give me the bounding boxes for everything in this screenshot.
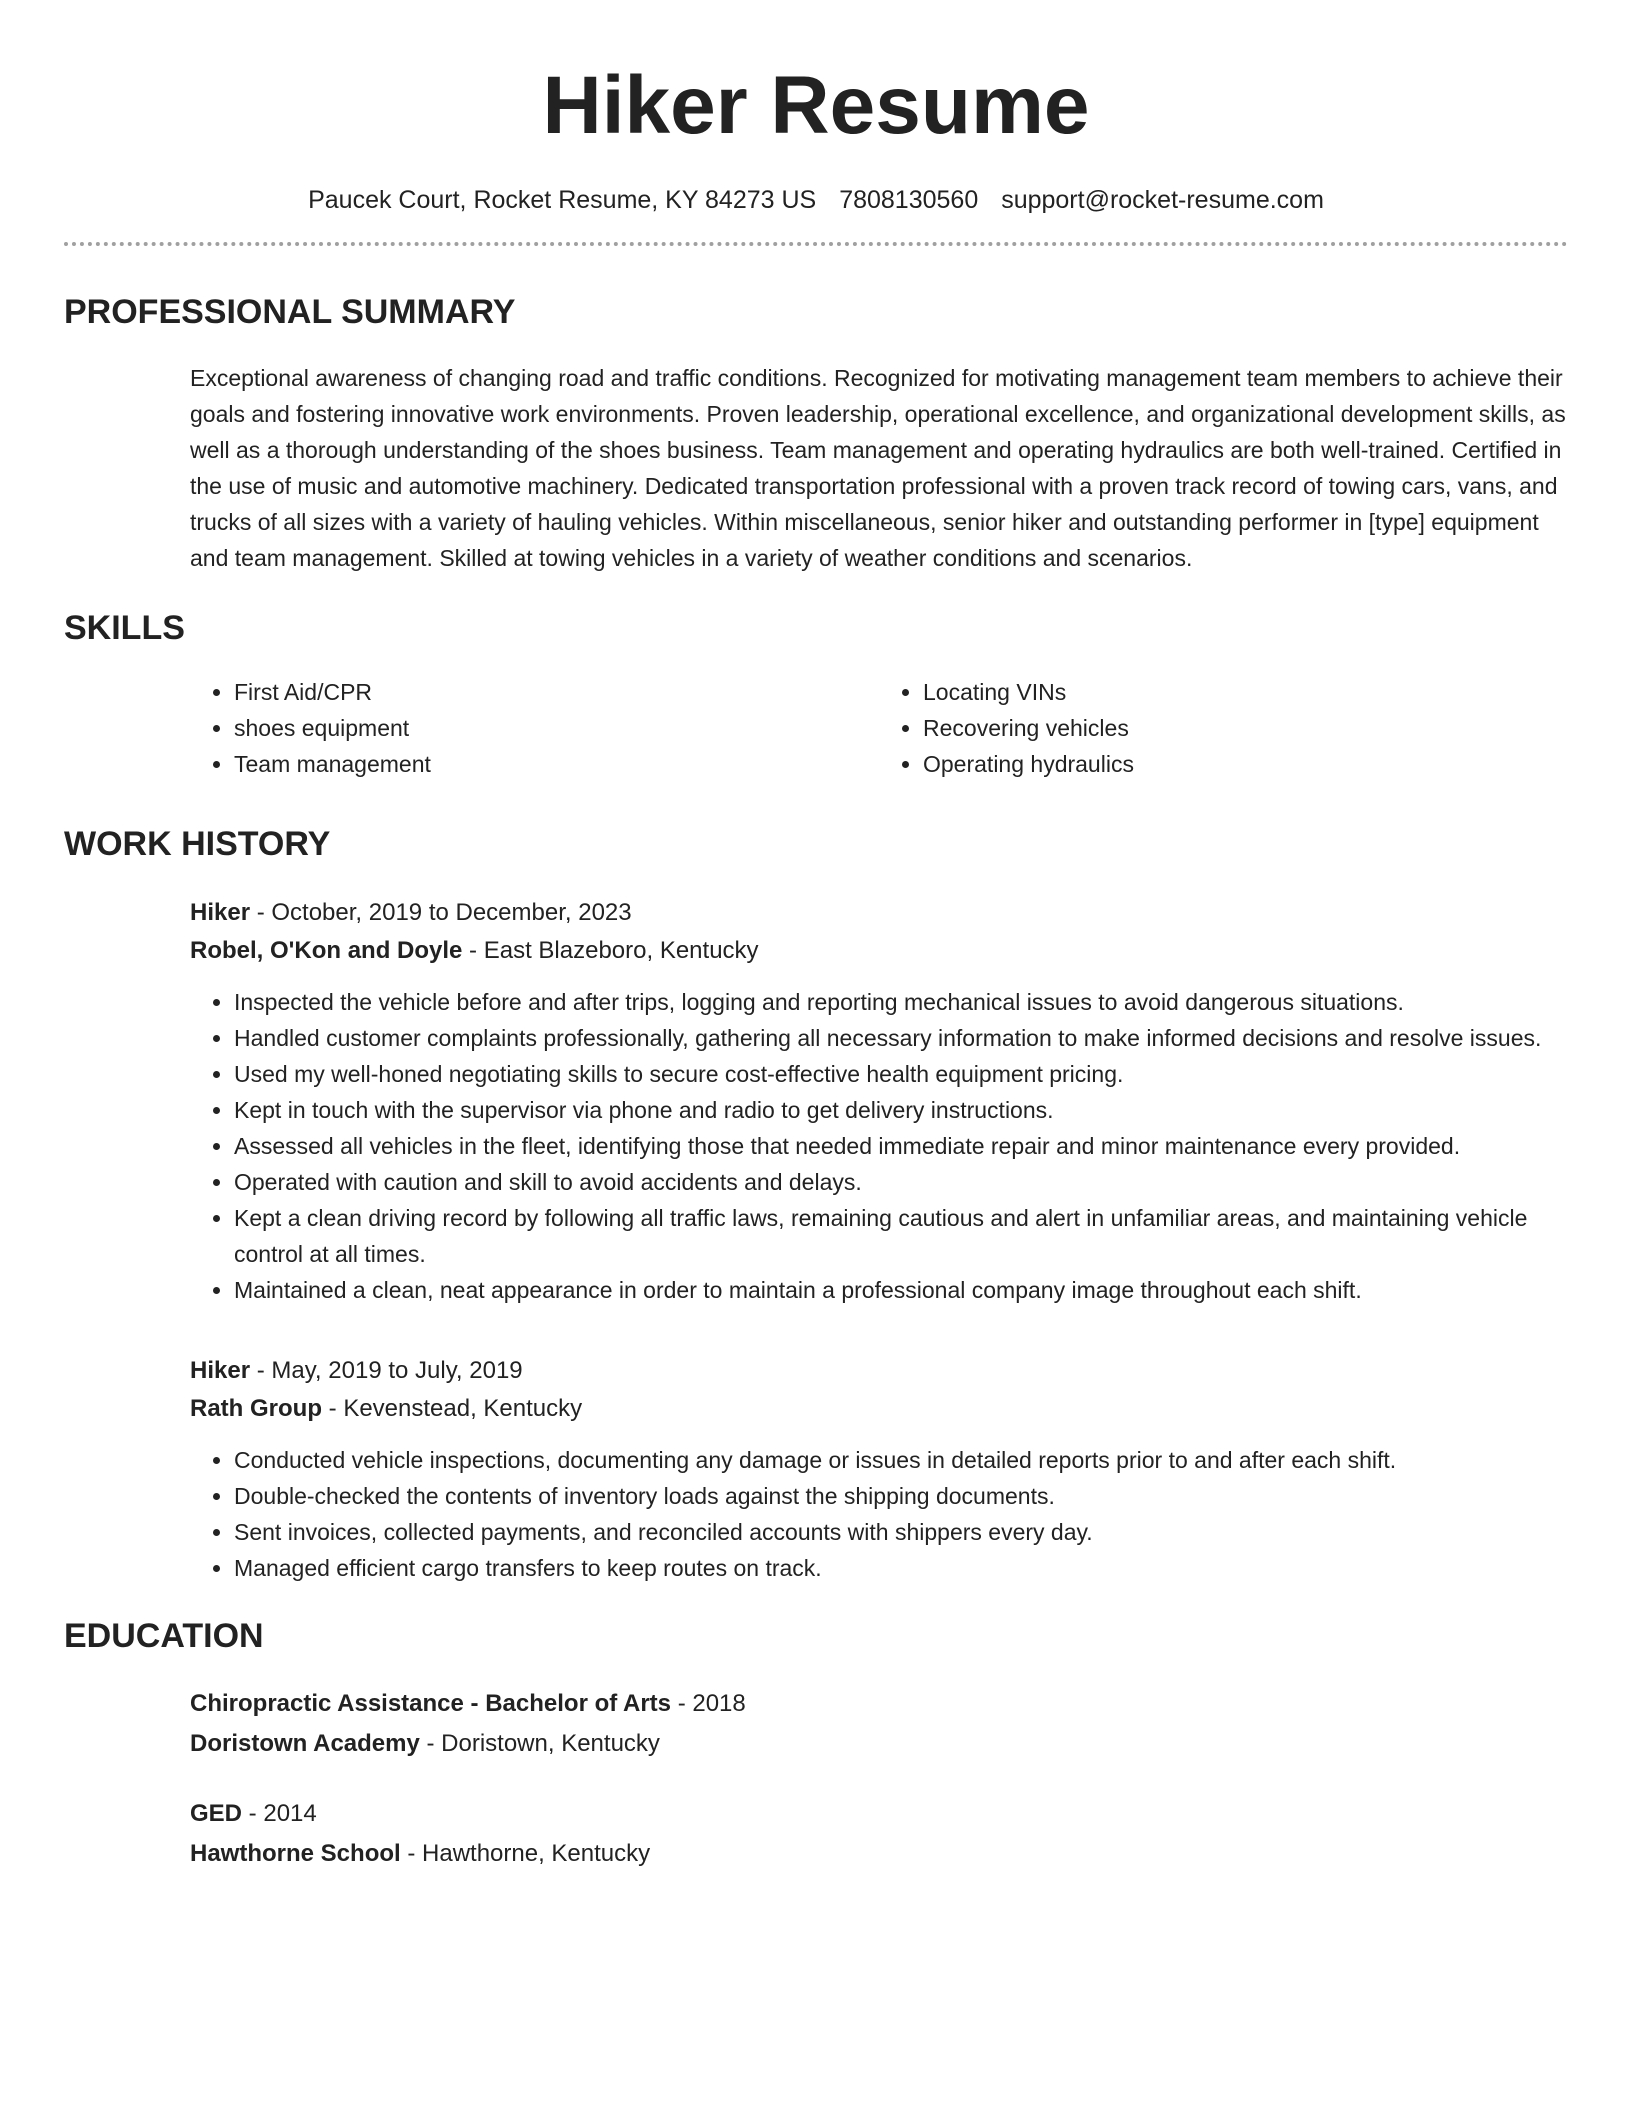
job-company: Rath Group: [190, 1395, 322, 1422]
section-professional-summary: [64, 290, 1568, 576]
header-divider: [64, 242, 1568, 246]
skill-item: • Recovering vehicles: [923, 710, 1568, 746]
skill-item: • First Aid/CPR: [234, 674, 879, 710]
education-school-line: [190, 1724, 1568, 1764]
section-education: [64, 1614, 1568, 1874]
job-company: Robel, O'Kon and Doyle: [190, 937, 463, 964]
job-role: Hiker: [190, 899, 251, 926]
job-dates: - May, 2019 to July, 2019: [250, 1357, 523, 1384]
job-entry: [190, 1352, 1568, 1586]
job-role: Hiker: [190, 1357, 251, 1384]
education-location: - Doristown, Kentucky: [419, 1730, 660, 1757]
contact-email: support@rocket-resume.com: [1001, 186, 1324, 214]
section-work-history: [64, 822, 1568, 1586]
section-title-work: WORK HISTORY: [64, 825, 331, 863]
section-skills: [64, 606, 1568, 782]
job-bullet: • Kept a clean driving record by following all traffic laws, remaining cautious and alert in unfamiliar areas, and maintaining vehicle control at all times.: [234, 1200, 1568, 1272]
education-degree-line: [190, 1684, 1568, 1724]
job-company-line: [190, 1390, 1568, 1428]
resume-page: [64, 0, 1568, 1874]
job-dates: - October, 2019 to December, 2023: [250, 899, 632, 926]
education-degree-line: [190, 1794, 1568, 1834]
section-title-education: EDUCATION: [64, 1617, 264, 1655]
job-bullet: • Sent invoices, collected payments, and reconciled accounts with shippers every day.: [234, 1514, 1568, 1550]
education-school: Doristown Academy: [190, 1730, 420, 1757]
contact-line: [64, 184, 1568, 216]
job-location: - Kevenstead, Kentucky: [322, 1395, 583, 1422]
skill-item: • Team management: [234, 746, 879, 782]
skills-column-right: [879, 674, 1568, 782]
job-bullets: [190, 984, 1568, 1308]
job-location: - East Blazeboro, Kentucky: [462, 937, 759, 964]
education-location: - Hawthorne, Kentucky: [400, 1840, 651, 1867]
education-school: Hawthorne School: [190, 1840, 401, 1867]
education-degree: Chiropractic Assistance - Bachelor of Arts: [190, 1690, 672, 1717]
job-title-line: [190, 1352, 1568, 1390]
skills-column-left: [190, 674, 879, 782]
job-bullet: • Inspected the vehicle before and after trips, logging and reporting mechanical issues to avoid dangerous situations.: [234, 984, 1568, 1020]
job-bullet: • Handled customer complaints professionally, gathering all necessary information to make informed decisions and resolve issues.: [234, 1020, 1568, 1056]
resume-name: Hiker Resume: [542, 60, 1090, 151]
skill-item: • shoes equipment: [234, 710, 879, 746]
education-entry: [190, 1794, 1568, 1874]
skills-grid: [190, 674, 1568, 782]
education-school-line: [190, 1834, 1568, 1874]
summary-text: Exceptional awareness of changing road and traffic conditions. Recognized for motivating management team members to achieve their goals and fostering innovative work environments. Proven leadership, operational excellence, and organizational development skills, as well as a thorough understanding of the shoes business. Team management and operating hydraulics are both well-trained. Certified in the use of music and automotive machinery. Dedicated transportation professional with a proven track record of towing cars, vans, and trucks of all sizes with a variety of hauling vehicles. Within miscellaneous, senior hiker and outstanding performer in [type] equipment and team management. Skilled at towing vehicles in a variety of weather conditions and scenarios.: [190, 365, 1566, 571]
section-title-summary: PROFESSIONAL SUMMARY: [64, 293, 516, 331]
job-company-line: [190, 932, 1568, 970]
job-bullet: • Conducted vehicle inspections, documenting any damage or issues in detailed reports prior to and after each shift.: [234, 1442, 1568, 1478]
contact-address: Paucek Court, Rocket Resume, KY 84273 US: [308, 186, 817, 214]
job-bullet: • Assessed all vehicles in the fleet, identifying those that needed immediate repair and minor maintenance every provided.: [234, 1128, 1568, 1164]
job-bullet: • Maintained a clean, neat appearance in order to maintain a professional company image throughout each shift.: [234, 1272, 1568, 1308]
section-title-skills: SKILLS: [64, 609, 185, 647]
job-bullets: [190, 1442, 1568, 1586]
job-bullet: • Managed efficient cargo transfers to keep routes on track.: [234, 1550, 1568, 1586]
education-year: - 2014: [242, 1800, 317, 1827]
education-year: - 2018: [671, 1690, 746, 1717]
job-bullet: • Used my well-honed negotiating skills to secure cost-effective health equipment pricing.: [234, 1056, 1568, 1092]
education-entry: [190, 1684, 1568, 1764]
contact-phone: 7808130560: [839, 186, 979, 214]
job-bullet: • Operated with caution and skill to avoid accidents and delays.: [234, 1164, 1568, 1200]
job-title-line: [190, 894, 1568, 932]
job-bullet: • Double-checked the contents of inventory loads against the shipping documents.: [234, 1478, 1568, 1514]
skill-item: • Operating hydraulics: [923, 746, 1568, 782]
skill-item: • Locating VINs: [923, 674, 1568, 710]
job-bullet: • Kept in touch with the supervisor via phone and radio to get delivery instructions.: [234, 1092, 1568, 1128]
education-degree: GED: [190, 1800, 243, 1827]
job-entry: [190, 894, 1568, 1308]
